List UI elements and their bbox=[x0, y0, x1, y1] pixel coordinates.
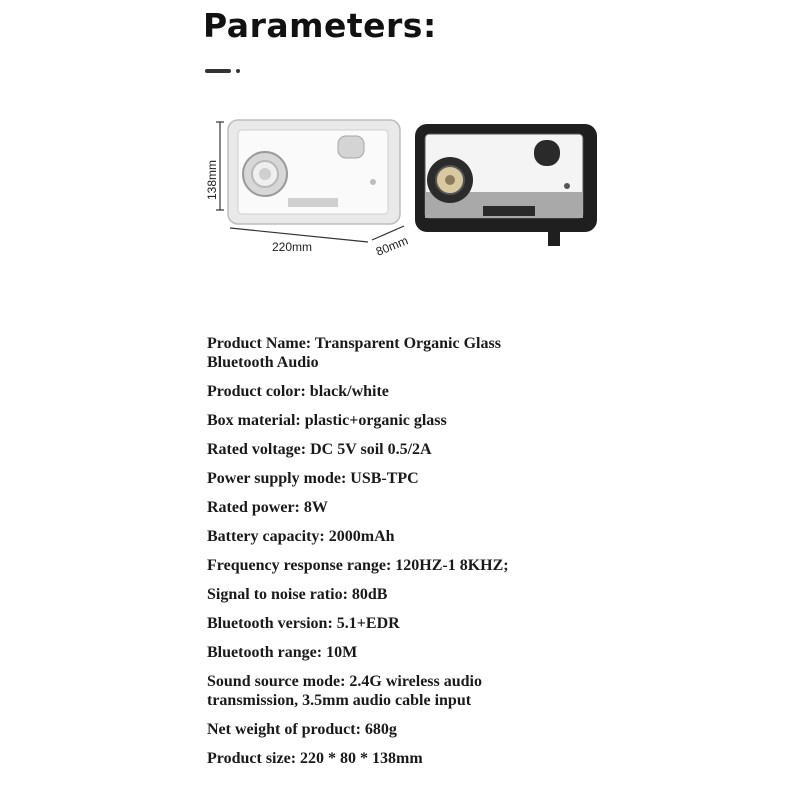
white-speaker-image bbox=[228, 120, 400, 224]
title-underline-dash bbox=[205, 69, 231, 73]
height-label: 138mm bbox=[205, 159, 219, 200]
product-dimension-figure bbox=[200, 110, 620, 280]
width-label: 220mm bbox=[272, 240, 313, 254]
spec-snr: Signal to noise ratio: 80dB bbox=[207, 586, 388, 603]
width-dimension bbox=[230, 228, 368, 254]
spec-power: Rated power: 8W bbox=[207, 499, 328, 516]
title-underline-dot bbox=[236, 69, 240, 73]
spec-frequency: Frequency response range: 120HZ-1 8KHZ; bbox=[207, 557, 509, 574]
height-dimension bbox=[205, 122, 224, 210]
spec-sound-source-line-1: Sound source mode: 2.4G wireless audio bbox=[207, 673, 482, 690]
spec-power-supply: Power supply mode: USB-TPC bbox=[207, 470, 419, 487]
page-title: Parameters: bbox=[203, 6, 437, 45]
spec-name-line-1: Product Name: Transparent Organic Glass bbox=[207, 335, 501, 352]
spec-size: Product size: 220 * 80 * 138mm bbox=[207, 750, 423, 767]
spec-bt-version: Bluetooth version: 5.1+EDR bbox=[207, 615, 400, 632]
spec-bt-range: Bluetooth range: 10M bbox=[207, 644, 358, 661]
spec-battery: Battery capacity: 2000mAh bbox=[207, 528, 395, 545]
spec-voltage: Rated voltage: DC 5V soil 0.5/2A bbox=[207, 441, 432, 458]
spec-color: Product color: black/white bbox=[207, 383, 389, 400]
spec-name-line-2: Bluetooth Audio bbox=[207, 354, 319, 371]
depth-dimension bbox=[372, 226, 410, 259]
depth-label: 80mm bbox=[373, 233, 411, 259]
spec-material: Box material: plastic+organic glass bbox=[207, 412, 447, 429]
spec-weight: Net weight of product: 680g bbox=[207, 721, 397, 738]
spec-sound-source-line-2: transmission, 3.5mm audio cable input bbox=[207, 692, 472, 709]
black-speaker-image bbox=[415, 124, 597, 246]
